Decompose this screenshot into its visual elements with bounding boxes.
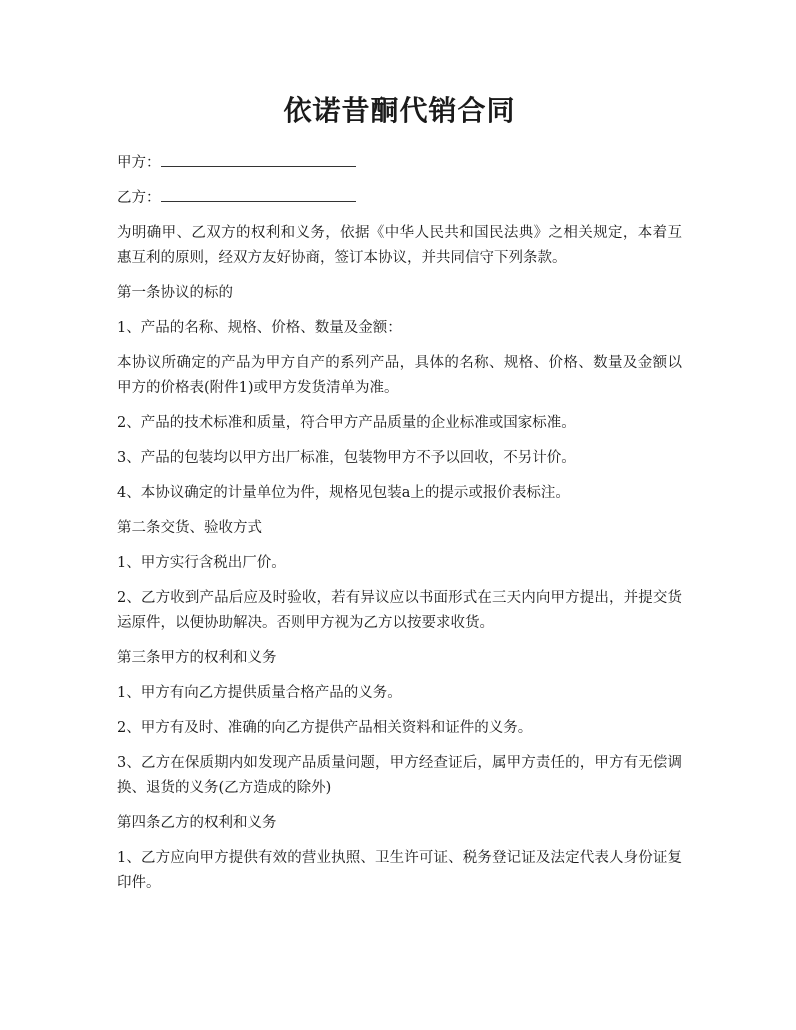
article-1-item-1: 1、产品的名称、规格、价格、数量及金额： [117,320,402,336]
article-1-item-2: 2、产品的技术标准和质量，符合甲方产品质量的企业标准或国家标准。 [117,415,576,431]
article-2-item-1: 1、甲方实行含税出厂价。 [117,555,286,571]
article-1-item-1-detail: 本协议所确定的产品为甲方自产的系列产品，具体的名称、规格、价格、数量及金额以甲方的价格表(附件1)或甲方发货清单为准。 [117,355,682,396]
article-3-item-2: 2、甲方有及时、准确的向乙方提供产品相关资料和证件的义务。 [117,720,533,736]
article-3-item-3: 3、乙方在保质期内如发现产品质量问题，甲方经查证后，属甲方责任的，甲方有无偿调换、退货的义务(乙方造成的除外) [117,755,682,796]
article-2-item-2: 2、乙方收到产品后应及时验收，若有异议应以书面形式在三天内向甲方提出，并提交货运原件，以便协助解决。否则甲方视为乙方以按要求收货。 [117,590,682,631]
article-4-item-1: 1、乙方应向甲方提供有效的营业执照、卫生许可证、税务登记证及法定代表人身份证复印件。 [117,850,682,891]
article-2-heading: 第二条交货、验收方式 [117,520,262,536]
party-a-label: 甲方： [117,155,161,171]
party-b-label: 乙方： [117,190,161,206]
preamble-paragraph: 为明确甲、乙双方的权利和义务，依据《中华人民共和国民法典》之相关规定，本着互惠互利的原则，经双方友好协商，签订本协议，并共同信守下列条款。 [117,225,682,266]
article-3-item-1: 1、甲方有向乙方提供质量合格产品的义务。 [117,685,402,701]
article-4-heading: 第四条乙方的权利和义务 [117,815,277,831]
article-3-heading: 第三条甲方的权利和义务 [117,650,277,666]
party-a-blank [161,151,356,167]
party-b-line [117,186,682,209]
party-a-line [117,151,682,174]
article-1-item-3: 3、产品的包装均以甲方出厂标准，包装物甲方不予以回收，不另计价。 [117,450,576,466]
article-1-heading: 第一条协议的标的 [117,285,233,301]
party-b-blank [161,186,356,202]
document-title: 依诺昔酮代销合同 [283,94,516,127]
article-1-item-4: 4、本协议确定的计量单位为件，规格见包装a上的提示或报价表标注。 [117,485,570,501]
